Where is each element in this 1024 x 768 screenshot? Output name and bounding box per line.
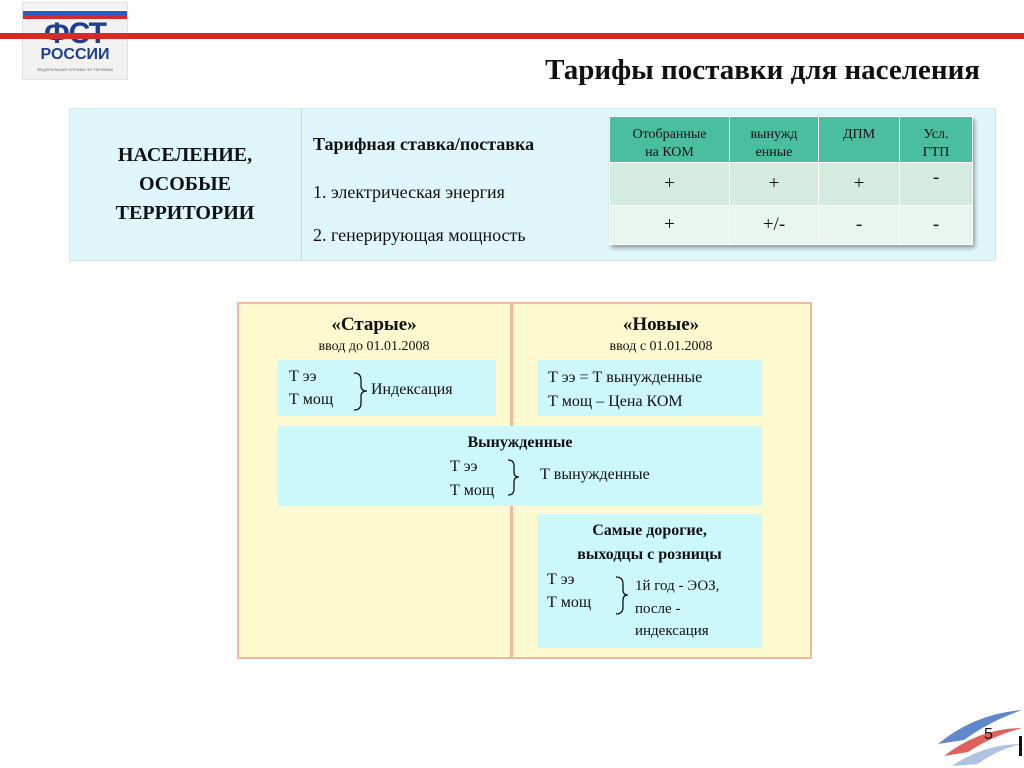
forced-result: Т вынужденные — [540, 466, 650, 483]
col-header-dpm-line-1: ДПМ — [842, 127, 876, 142]
col-header-dpm — [819, 117, 900, 163]
forced-box — [278, 426, 762, 506]
forced-line-energy: Т ээ — [450, 458, 478, 475]
col-header-kom-line-1: Отобранные — [632, 127, 707, 142]
new-box — [537, 360, 762, 416]
new-line-energy: Т ээ = Т вынужденные — [548, 369, 703, 386]
expensive-result-line-1: 1й год - ЭОЗ, — [635, 578, 720, 594]
expensive-line-capacity: Т мощ — [547, 594, 592, 611]
fst-logo — [22, 2, 128, 80]
tariff-table — [609, 116, 973, 245]
col-header-gtp — [900, 117, 973, 163]
rate-row-capacity: 2. генерирующая мощность — [313, 225, 526, 245]
category-line-3: ТЕРРИТОРИИ — [115, 202, 255, 224]
old-box — [278, 360, 496, 416]
col-header-kom — [610, 117, 730, 163]
rate-header: Тарифная ставка/поставка — [313, 134, 535, 154]
forced-line-capacity: Т мощ — [450, 482, 495, 499]
logo-text-russia: РОССИИ — [40, 46, 110, 63]
forced-title: Вынужденные — [467, 434, 573, 451]
table-cell: + — [730, 163, 819, 206]
col-header-forced-line-1: вынужд — [750, 127, 798, 142]
category-line-1: НАСЕЛЕНИЕ, — [117, 144, 253, 166]
old-line-energy: Т ээ — [289, 368, 317, 385]
table-cell: - — [900, 163, 973, 206]
new-subtitle: ввод с 01.01.2008 — [609, 339, 713, 354]
table-cell: - — [819, 206, 900, 245]
expensive-title-line-1: Самые дорогие, — [592, 522, 707, 539]
col-header-gtp-line-1: Усл. — [923, 127, 949, 142]
expensive-result-line-3: индексация — [635, 623, 709, 639]
tariff-table-header — [610, 117, 973, 163]
table-cell: + — [610, 163, 730, 206]
new-line-capacity: Т мощ – Цена КОМ — [548, 393, 683, 410]
col-header-forced — [730, 117, 819, 163]
page-number: 5 — [984, 726, 993, 743]
page-title: Тарифы поставки для населения — [545, 54, 980, 86]
expensive-box — [537, 514, 762, 648]
old-line-capacity: Т мощ — [289, 391, 334, 408]
swoosh-logo-icon — [934, 700, 1024, 768]
col-header-gtp-line-2: ГТП — [922, 145, 950, 160]
brace-icon — [506, 459, 524, 497]
col-header-kom-line-2: на КОМ — [645, 145, 694, 160]
brace-icon — [614, 576, 634, 616]
rate-row-energy: 1. электрическая энергия — [313, 182, 505, 202]
table-cell: + — [610, 206, 730, 245]
header-red-line — [0, 33, 1024, 39]
old-title: «Старые» — [331, 314, 417, 335]
page-edge-mark — [1019, 736, 1022, 756]
expensive-title-line-2: выходцы с розницы — [577, 546, 722, 563]
col-header-forced-line-2: енные — [755, 145, 793, 160]
old-subtitle: ввод до 01.01.2008 — [318, 339, 430, 354]
category-cell — [69, 108, 302, 261]
table-cell: - — [900, 206, 973, 245]
table-cell: + — [819, 163, 900, 206]
table-row — [610, 163, 973, 206]
expensive-result-line-2: после - — [635, 601, 681, 617]
category-line-2: ОСОБЫЕ — [138, 173, 231, 195]
expensive-line-energy: Т ээ — [547, 571, 575, 588]
table-cell: +/- — [730, 206, 819, 245]
table-row — [610, 206, 973, 245]
old-result: Индексация — [371, 381, 453, 398]
new-title: «Новые» — [622, 314, 700, 335]
logo-text-service: ФЕДЕРАЛЬНАЯ СЛУЖБА ПО ТАРИФАМ — [37, 67, 113, 72]
